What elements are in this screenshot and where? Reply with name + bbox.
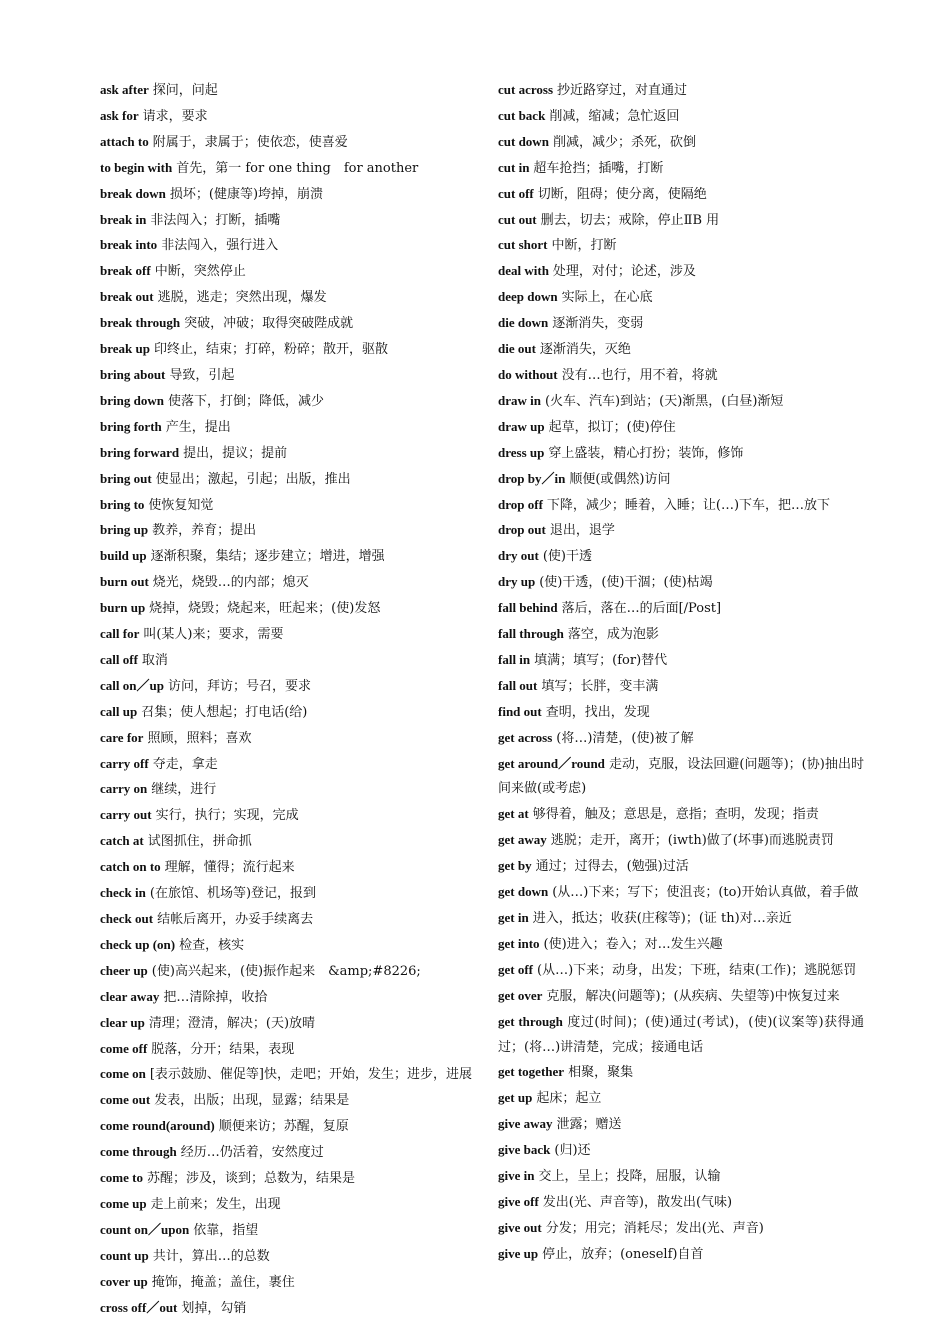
phrase-term: draw in	[498, 392, 541, 408]
phrase-entry	[100, 1192, 472, 1218]
phrase-definition: 起床；起立	[536, 1091, 602, 1107]
phrase-definition: 损坏；(健康等)垮掉，崩溃	[169, 186, 324, 202]
phrase-definition: 逐渐消失，变弱	[552, 316, 644, 332]
phrase-term: catch on to	[100, 859, 161, 875]
phrase-term: bring out	[100, 470, 152, 486]
phrase-definition: 削减，缩减；急忙返回	[549, 108, 680, 124]
phrase-entry	[498, 570, 864, 596]
phrase-entry	[498, 493, 864, 519]
phrase-entry	[498, 1164, 864, 1190]
phrase-definition: 分发；用完；消耗尽；发出(光、声音)	[545, 1220, 764, 1236]
phrase-definition: 落后，落在…的后面[/Post]	[561, 601, 722, 617]
phrase-definition: 通过；过得去，(勉强)过活	[535, 859, 689, 875]
phrase-definition: 提出，提议；提前	[183, 445, 288, 461]
phrase-entry	[498, 208, 864, 234]
phrase-entry	[100, 803, 472, 829]
phrase-term: attach to	[100, 133, 149, 149]
phrase-term: bring down	[100, 392, 164, 408]
phrase-entry	[498, 1216, 864, 1242]
phrase-entry	[100, 1270, 472, 1296]
phrase-term: come on	[100, 1066, 146, 1082]
phrase-definition: 超车抢挡；插嘴，打断	[533, 160, 664, 176]
phrase-term: do without	[498, 366, 558, 382]
phrase-definition: 发出(光、声音等)，散发出(气味)	[542, 1194, 733, 1210]
phrase-entry	[498, 544, 864, 570]
phrase-definition: 掩饰，掩盖；盖住，裹住	[151, 1274, 295, 1290]
phrase-term: get across	[498, 729, 553, 745]
phrase-entry	[498, 854, 864, 880]
phrase-term: get at	[498, 806, 529, 822]
phrase-entry	[100, 518, 472, 544]
phrase-entry	[100, 182, 472, 208]
phrase-entry	[498, 674, 864, 700]
phrase-term: break up	[100, 341, 150, 357]
phrase-definition: 依靠，指望	[193, 1222, 259, 1238]
phrase-definition: 进入，抵达；收获(庄稼等)；(证 th)对…亲近	[532, 911, 792, 926]
phrase-term: draw up	[498, 418, 545, 434]
phrase-definition: 访问，拜访；号召，要求	[167, 678, 311, 694]
phrase-entry	[498, 415, 864, 441]
phrase-definition: 够得着，触及；意思是，意指；查明，发现；指责	[532, 807, 819, 823]
phrase-definition: 泄露；赠送	[556, 1117, 622, 1133]
phrase-term: break down	[100, 185, 166, 201]
phrase-entry	[498, 1190, 864, 1216]
phrase-entry	[100, 829, 472, 855]
phrase-term: count on／upon	[100, 1221, 190, 1237]
phrase-entry	[100, 700, 472, 726]
phrase-definition: 照顾，照料；喜欢	[147, 730, 252, 746]
phrase-term: give off	[498, 1193, 539, 1209]
phrase-entry	[100, 985, 472, 1011]
phrase-term: carry off	[100, 755, 149, 771]
phrase-entry	[100, 648, 472, 674]
phrase-entry	[498, 78, 864, 104]
phrase-definition: 理解，懂得；流行起来	[164, 860, 295, 876]
phrase-entry	[498, 984, 864, 1010]
phrase-term: get in	[498, 910, 529, 925]
phrase-term: burn up	[100, 600, 146, 616]
phrase-definition: 检查，核实	[179, 937, 245, 953]
phrase-term: break in	[100, 211, 147, 227]
phrase-entry	[498, 880, 864, 906]
phrase-entry	[498, 958, 864, 984]
phrase-definition: 抄近路穿过，对直通过	[557, 83, 688, 98]
phrase-entry	[498, 518, 864, 544]
phrase-term: dry up	[498, 574, 536, 590]
phrase-entry	[498, 441, 864, 467]
phrase-term: drop out	[498, 522, 546, 538]
phrase-entry	[100, 596, 472, 622]
phrase-entry	[498, 311, 864, 337]
phrase-term: give away	[498, 1116, 553, 1132]
phrase-term: deal with	[498, 263, 549, 279]
phrase-term: check out	[100, 911, 154, 926]
phrase-term: come off	[100, 1040, 148, 1056]
phrase-entry	[498, 1060, 864, 1086]
phrase-entry	[100, 259, 472, 285]
phrase-term: cut in	[498, 159, 530, 175]
phrase-entry	[498, 104, 864, 130]
phrase-definition: 没有…也行，用不着，将就	[561, 367, 718, 383]
phrase-definition: 顺便来访；苏醒，复原	[218, 1119, 349, 1135]
phrase-term: cut down	[498, 133, 549, 149]
phrase-entry	[100, 156, 472, 182]
phrase-entry	[498, 752, 864, 803]
phrase-entry	[100, 726, 472, 752]
phrase-entry	[100, 415, 472, 441]
phrase-entry	[498, 363, 864, 389]
phrase-definition: 教养，养育；提出	[152, 523, 257, 539]
phrase-term: call for	[100, 626, 140, 642]
phrase-term: bring about	[100, 366, 166, 382]
phrase-term: call on／up	[100, 677, 164, 693]
phrase-term: come out	[100, 1092, 151, 1108]
phrase-definition: 印终止，结束；打碎，粉碎；散开，驱散	[153, 342, 388, 358]
phrase-definition: 夺走，拿走	[152, 756, 218, 772]
phrase-entry	[498, 726, 864, 752]
phrase-definition: 查明，找出，发现	[545, 704, 650, 720]
phrase-entry	[100, 493, 472, 519]
phrase-definition: 走上前来；发生，出现	[150, 1196, 281, 1212]
phrase-definition: 共计，算出…的总数	[152, 1248, 270, 1264]
phrase-entry	[100, 881, 472, 907]
phrase-definition: 相聚，聚集	[568, 1065, 634, 1081]
phrase-definition: (使)高兴起来，(使)振作起来 &amp;#8226;	[151, 963, 421, 979]
phrase-entry	[100, 1166, 472, 1192]
phrase-definition: 逐渐积聚，集结；逐步建立；增进，增强	[150, 549, 385, 565]
phrase-definition: 切断，阻碍；使分离，使隔绝	[537, 186, 707, 202]
phrase-term: drop by／in	[498, 470, 566, 486]
phrase-term: cut back	[498, 107, 546, 123]
phrase-definition: 取消	[141, 652, 168, 668]
phrase-definition: 起草，拟订；(使)停住	[548, 419, 676, 435]
phrase-definition: 非法闯入；打断，插嘴	[150, 212, 281, 228]
phrase-entry	[100, 752, 472, 778]
phrase-entry	[498, 233, 864, 259]
phrase-definition: 产生，提出	[165, 419, 231, 435]
phrase-definition: 克服，解决(问题等)；(从疾病、失望等)中恢复过来	[546, 988, 840, 1004]
phrase-definition: 经历…仍活着，安然度过	[180, 1145, 324, 1161]
phrase-definition: (归)还	[554, 1143, 591, 1159]
phrase-entry	[100, 855, 472, 881]
phrase-entry	[100, 441, 472, 467]
phrase-entry	[498, 1086, 864, 1112]
phrase-entry	[100, 777, 472, 803]
right-column	[498, 78, 864, 1268]
phrase-entry	[100, 363, 472, 389]
phrase-definition: 穿上盛装，精心打扮；装饰，修饰	[548, 445, 744, 461]
phrase-entry	[498, 1112, 864, 1138]
phrase-term: bring forth	[100, 418, 162, 434]
phrase-term: break out	[100, 289, 154, 305]
phrase-definition: 把…清除掉，收拾	[163, 989, 268, 1005]
phrase-definition: (在旅馆、机场等)登记，报到	[149, 886, 317, 902]
phrase-definition: 填写；长胖，变丰满	[541, 678, 659, 694]
phrase-entry	[100, 570, 472, 596]
phrase-definition: 召集；使人想起；打电话(给)	[141, 704, 308, 720]
phrase-term: get up	[498, 1090, 533, 1106]
phrase-definition: 退出，退学	[549, 523, 615, 539]
phrase-term: die out	[498, 341, 536, 357]
phrase-definition: 落空，成为泡影	[567, 627, 659, 643]
phrase-term: cut out	[498, 211, 537, 227]
phrase-term: get by	[498, 858, 532, 874]
phrase-term: bring forward	[100, 444, 180, 460]
phrase-term: come to	[100, 1170, 143, 1186]
phrase-term: count up	[100, 1247, 149, 1263]
phrase-definition: (火车、汽车)到站；(天)渐黑，(白昼)渐短	[544, 393, 784, 409]
phrase-entry	[100, 1037, 472, 1063]
phrase-entry	[498, 130, 864, 156]
phrase-term: carry on	[100, 781, 148, 797]
phrase-term: give up	[498, 1245, 539, 1261]
phrase-definition: 实行，执行；实现，完成	[155, 808, 299, 824]
phrase-entry	[498, 828, 864, 854]
phrase-definition: 烧光，烧毁…的内部；熄灭	[152, 575, 309, 591]
phrase-definition: (从…)下来；动身，出发；下班，结束(工作)；逃脱惩罚	[537, 962, 857, 978]
phrase-definition: 删去，切去；戒除，停止ⅡB 用	[540, 212, 720, 228]
phrase-term: break off	[100, 263, 151, 279]
phrase-entry	[498, 1138, 864, 1164]
phrase-definition: 逃脱；走开，离开；(iwth)做了(坏事)而逃脱责罚	[550, 833, 834, 849]
phrase-term: get off	[498, 961, 534, 977]
phrase-term: cross off／out	[100, 1299, 178, 1315]
phrase-entry	[100, 78, 472, 104]
phrase-term: break into	[100, 237, 158, 253]
phrase-entry	[100, 233, 472, 259]
phrase-term: give back	[498, 1142, 551, 1158]
phrase-entry	[100, 130, 472, 156]
phrase-entry	[498, 622, 864, 648]
phrase-term: call up	[100, 703, 138, 719]
phrase-definition: 非法闯入，强行进入	[161, 238, 279, 254]
phrase-definition: [表示鼓励、催促等]快，走吧；开始，发生；进步，进展	[149, 1067, 473, 1083]
phrase-entry	[100, 1140, 472, 1166]
phrase-definition: 使落下，打倒；降低，减少	[167, 393, 324, 409]
phrase-definition: (使)干透	[542, 549, 592, 565]
phrase-definition: (使)进入；卷入；对…发生兴趣	[543, 936, 723, 952]
phrase-term: give in	[498, 1168, 535, 1184]
phrase-entry	[100, 285, 472, 311]
phrase-definition: 度过(时间)；(使)通过(考试)，(使)(议案等)获得通过；(将…)讲清楚，完成；接通电话	[498, 1014, 865, 1055]
phrase-entry	[100, 467, 472, 493]
phrase-entry	[100, 1218, 472, 1244]
phrase-entry	[498, 259, 864, 285]
phrase-term: fall behind	[498, 600, 558, 616]
phrase-term: bring to	[100, 496, 145, 512]
phrase-definition: 逃脱，逃走；突然出现，爆发	[157, 290, 327, 306]
phrase-definition: 逐渐消失，灭绝	[539, 342, 631, 358]
phrase-entry	[498, 906, 864, 932]
phrase-definition: 中断，突然停止	[154, 264, 246, 280]
phrase-entry	[100, 544, 472, 570]
phrase-term: cover up	[100, 1273, 148, 1289]
phrase-entry	[498, 802, 864, 828]
phrase-term: cut across	[498, 82, 554, 97]
phrase-definition: 交上，呈上；投降，屈服，认输	[538, 1169, 721, 1185]
phrase-entry	[498, 596, 864, 622]
phrase-entry	[100, 1062, 472, 1088]
phrase-entry	[100, 622, 472, 648]
phrase-entry	[100, 208, 472, 234]
phrase-definition: 发表，出版；出现，显露；结果是	[154, 1093, 350, 1109]
phrase-entry	[100, 389, 472, 415]
phrase-definition: 首先，第一 for one thing for another	[176, 160, 419, 176]
phrase-term: cut off	[498, 185, 534, 201]
phrase-definition: 划掉，勾销	[181, 1300, 247, 1316]
phrase-term: die down	[498, 315, 549, 331]
phrase-term: check in	[100, 885, 146, 901]
phrase-entry	[100, 1296, 472, 1322]
phrase-term: ask for	[100, 107, 139, 123]
phrase-entry	[498, 648, 864, 674]
phrase-term: get through	[498, 1013, 563, 1029]
phrase-entry	[100, 959, 472, 985]
phrase-term: get away	[498, 832, 547, 848]
phrase-entry	[498, 1010, 864, 1061]
phrase-term: ask after	[100, 82, 149, 97]
phrase-term: come through	[100, 1144, 177, 1160]
phrase-term: to begin with	[100, 159, 173, 175]
phrase-entry	[100, 104, 472, 130]
phrase-entry	[100, 1088, 472, 1114]
phrase-term: clear up	[100, 1014, 145, 1030]
phrase-definition: 清理；澄清，解决；(天)放晴	[148, 1015, 316, 1031]
phrase-definition: 使恢复知觉	[148, 497, 214, 513]
phrase-definition: 使显出；激起，引起；出版，推出	[155, 471, 351, 487]
phrase-definition: 停止，放弃；(oneself)自首	[542, 1246, 704, 1262]
phrase-definition: 实际上，在心底	[561, 290, 653, 306]
phrase-term: cut short	[498, 237, 548, 253]
phrase-term: deep down	[498, 289, 558, 305]
phrase-definition: 结帐后离开，办妥手续离去	[157, 912, 314, 927]
phrase-term: get into	[498, 935, 540, 951]
phrase-term: get down	[498, 884, 549, 900]
phrase-term: drop off	[498, 496, 543, 512]
phrase-term: come round(around)	[100, 1118, 215, 1134]
phrase-definition: 探问，问起	[152, 83, 218, 98]
phrase-term: bring up	[100, 522, 149, 538]
phrase-term: call off	[100, 651, 138, 667]
phrase-term: care for	[100, 729, 144, 745]
phrase-entry	[498, 182, 864, 208]
phrase-definition: 削减，减少；杀死，砍倒	[552, 134, 696, 150]
phrase-definition: 苏醒；涉及，谈到；总数为，结果是	[146, 1171, 355, 1187]
phrase-term: break through	[100, 315, 181, 331]
phrase-definition: 突破，冲破；取得突破陛成就	[184, 316, 354, 332]
phrase-term: check up (on)	[100, 936, 176, 952]
phrase-definition: 顺便(或偶然)访问	[569, 471, 671, 487]
phrase-term: get over	[498, 987, 543, 1003]
phrase-entry	[100, 337, 472, 363]
phrase-definition: 导致，引起	[169, 367, 235, 383]
phrase-entry	[498, 1242, 864, 1268]
phrase-term: build up	[100, 548, 147, 564]
phrase-definition: 填满；填写；(for)替代	[534, 652, 668, 668]
phrase-term: catch at	[100, 833, 144, 849]
phrase-entry	[498, 389, 864, 415]
phrase-definition: 请求，要求	[142, 108, 208, 124]
phrase-definition: 附属于，隶属于；使依恋，使喜爱	[152, 134, 348, 150]
phrase-term: get together	[498, 1064, 565, 1080]
phrase-term: cheer up	[100, 962, 148, 978]
phrase-entry	[100, 1011, 472, 1037]
phrase-definition: 下降，减少；睡着，入睡；让(…)下车，把…放下	[546, 497, 831, 513]
phrase-entry	[498, 156, 864, 182]
phrase-term: come up	[100, 1195, 147, 1211]
phrase-definition: 中断，打断	[551, 238, 617, 254]
phrase-entry	[498, 700, 864, 726]
phrase-term: dry out	[498, 548, 539, 564]
phrase-entry	[498, 932, 864, 958]
phrase-definition: 烧掉，烧毁；烧起来，旺起来；(使)发怒	[149, 601, 381, 617]
phrase-entry	[100, 907, 472, 933]
phrase-term: give out	[498, 1219, 542, 1235]
phrase-definition: 处理，对付；论述，涉及	[552, 264, 696, 280]
phrase-term: find out	[498, 703, 542, 719]
phrase-definition: 脱落，分开；结果，表现	[151, 1041, 295, 1057]
phrase-term: fall through	[498, 626, 564, 642]
phrase-entry	[100, 933, 472, 959]
phrase-definition: (将…)清楚，(使)被了解	[556, 730, 694, 746]
phrase-definition: (从…)下来；写下；使沮丧；(to)开始认真做，着手做	[552, 885, 859, 901]
phrase-term: fall out	[498, 677, 538, 693]
phrase-term: clear away	[100, 988, 160, 1004]
phrase-term: dress up	[498, 444, 545, 460]
phrase-entry	[100, 1244, 472, 1270]
phrase-entry	[100, 674, 472, 700]
phrase-entry	[498, 467, 864, 493]
phrase-term: get around／round	[498, 755, 605, 771]
phrase-term: fall in	[498, 651, 531, 667]
phrase-definition: 叫(某人)来；要求，需要	[143, 627, 284, 643]
phrase-entry	[498, 337, 864, 363]
phrase-definition: (使)干透，(使)干涸；(使)枯竭	[539, 575, 713, 591]
phrase-definition: 继续，进行	[151, 782, 217, 798]
phrase-entry	[100, 1114, 472, 1140]
left-column	[100, 78, 472, 1322]
phrase-entry	[498, 285, 864, 311]
phrase-term: burn out	[100, 574, 149, 590]
phrase-term: carry out	[100, 807, 152, 823]
phrase-entry	[100, 311, 472, 337]
phrase-definition: 走动，克服，设法回避(问题等)；(协)抽出时间来做(或考虑)	[498, 756, 864, 797]
phrase-definition: 试图抓住，拼命抓	[147, 834, 252, 850]
